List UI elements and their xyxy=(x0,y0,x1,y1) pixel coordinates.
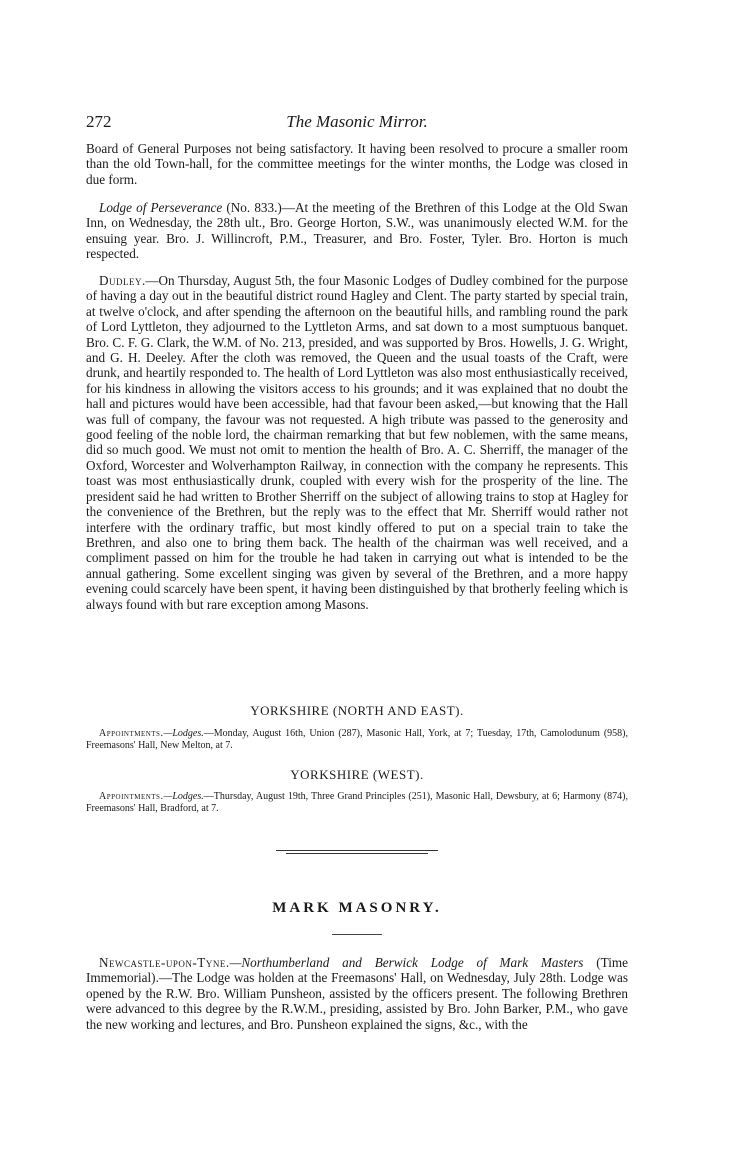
paragraph-text: (No. 833.)—At the meeting of the Brethren of this Lodge at the Old Swan Inn, on Wednesday, the 28th ult., Bro. George Horton, S.W., was unanimously elected W.M. for the ensuing year. Bro. J. Willincroft, P.M., Treasurer, and Bro. Foster, Tyler. Bro. Horton is much respected. xyxy=(86,200,628,262)
place-name: Newcastle-upon-Tyne. xyxy=(99,955,230,970)
paragraph-newcastle xyxy=(86,955,628,1032)
mark-masonry-title: MARK MASONRY. xyxy=(272,900,442,916)
paragraph-lodge-of-perseverance xyxy=(86,200,628,262)
paragraph-text: Board of General Purposes not being satisfactory. It having been resolved to procure a smaller room than the old Town-hall, for the committee meetings for the winter months, the Lodge was closed in due form. xyxy=(86,141,628,187)
page-number: 272 xyxy=(86,112,112,131)
place-name: Dudley xyxy=(99,273,143,288)
appointments-kind: —Lodges. xyxy=(163,728,204,739)
appointments-yorkshire-north-east xyxy=(86,728,628,752)
page-header xyxy=(86,112,628,134)
rule-line xyxy=(286,853,428,854)
short-rule xyxy=(332,934,382,935)
paragraph-text: .—On Thursday, August 5th, the four Masonic Lodges of Dudley combined for the purpose of having a day out in the beautiful district round Hagley and Clent. The party started by special train, at twelve o'clock, and after spending the afternoon on the beautiful hills, and rambling round the park of Lord Lyttleton, they adjourned to the Lyttleton Arms, and sat down to a most sumptuous banquet. Bro. C. F. G. Clark, the W.M. of No. 213, presided, and was supported by Bros. Howells, J. G. Wright, and G. H. Deeley. After the cloth was removed, the Queen and the usual toasts of the Craft, were drunk, and heartily responded to. The health of Lord Lyttleton was also most enthusiastically received, for his kindness in allowing the visitors access to his grounds; and it was explained that no doubt the hall and pictures would have been accessible, had that favour been asked,—but knowing that the Hall was full of company, the favour was not requested. A high tribute was passed to the generosity and good feeling of the noble lord, the chairman remarking that but few noblemen, with the same means, did so much good. We must not omit to mention the health of Bro. A. C. Sherriff, the manager of the Oxford, Worcester and Wolverhampton Railway, in connection with the company he represents. This toast was most enthusiastically drunk, coupled with every wish for the prosperity of the line. The president said he had written to Brother Sherriff on the subject of allowing trains to stop at Hagley for the convenience of the Brethren, but the reply was to the effect that Mr. Sherriff would rather not interfere with the ordinary traffic, but most kindly offered to put on a special train to take the Brethren, and also one to bring them back. The health of the chairman was well received, and a compliment passed on him for the trouble he had taken in carrying out what is intended to be the annual gathering. Some excellent singing was given by several of the Brethren, and a more happy evening could scarcely have been spent, it having been distinguished by that brotherly feeling which is always found with but rare exception among Masons. xyxy=(86,273,629,612)
paragraph-text: (Time Immemorial).—The Lodge was holden at the Freemasons' Hall, on Wednesday, July 28th. Lodge was opened by the R.W. Bro. William Punsheon, assisted by the officers present. The following Brethren were advanced to this degree by the R.W.M., presiding, assisted by Bro. John Barker, P.M., who gave the new working and lectures, and Bro. Punsheon explained the signs, &c., with the xyxy=(86,955,629,1032)
running-title: The Masonic Mirror. xyxy=(286,112,428,131)
lodge-name: —Northumberland and Berwick Lodge of Mark Masters xyxy=(229,955,584,970)
appointments-text: —Monday, August 16th, Union (287), Masonic Hall, York, at 7; Tuesday, 17th, Camolodunum (958), Freemasons' Hall, New Melton, at 7. xyxy=(86,728,628,751)
appointments-text: —Thursday, August 19th, Three Grand Principles (251), Masonic Hall, Dewsbury, at 6; Harmony (874), Freemasons' Hall, Bradford, at 7. xyxy=(86,791,628,814)
rule-line xyxy=(276,850,438,851)
appointments-yorkshire-west xyxy=(86,791,628,815)
section-heading-yorkshire-west: YORKSHIRE (WEST). xyxy=(290,767,424,782)
paragraph-dudley xyxy=(86,273,628,612)
section-heading-yorkshire-north-east: YORKSHIRE (NORTH AND EAST). xyxy=(250,703,464,718)
appointments-label: Appointments. xyxy=(99,728,164,739)
lodge-name: Lodge of Perseverance xyxy=(99,200,223,215)
ornamental-rule xyxy=(276,848,438,858)
appointments-label: Appointments. xyxy=(99,791,164,802)
appointments-kind: —Lodges. xyxy=(163,791,204,802)
paragraph-board-general-purposes xyxy=(86,141,628,187)
